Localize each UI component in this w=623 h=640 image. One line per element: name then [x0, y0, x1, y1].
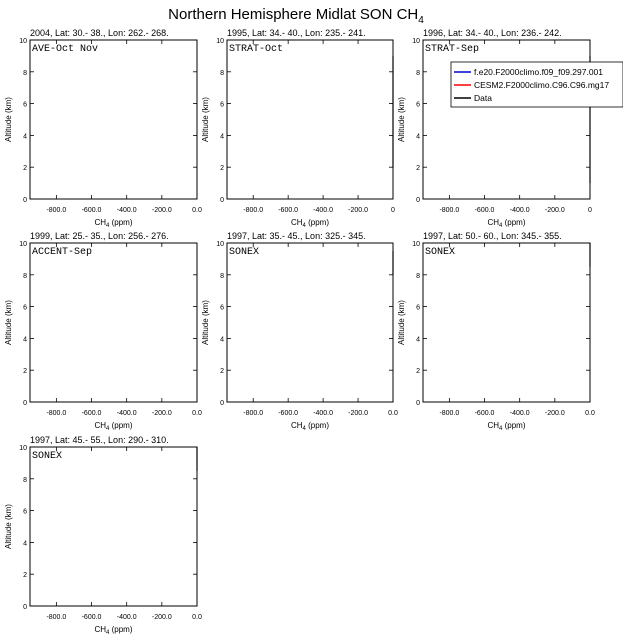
y-tick-label: 4	[416, 336, 420, 344]
y-axis-label: Altitude (km)	[4, 504, 13, 549]
x-axis-label-subscript: 4	[302, 426, 306, 432]
x-tick-label: -400.0	[313, 410, 334, 417]
panel-1	[4, 28, 202, 229]
campaign-label: ACCENT-Sep	[32, 247, 93, 258]
y-tick-label: 10	[412, 241, 420, 248]
campaign-label: AVE-Oct Nov	[32, 44, 99, 55]
x-tick-label: -600.0	[81, 207, 102, 214]
y-tick-label: 10	[216, 38, 224, 45]
campaign-label: SONEX	[32, 451, 63, 462]
x-tick-label: -400.0	[313, 207, 334, 214]
panel-title: 1996, Lat: 34.- 40., Lon: 236.- 242.	[423, 28, 562, 38]
x-tick-label: -600.0	[278, 207, 299, 214]
figure-title-subscript: 4	[418, 15, 424, 26]
y-tick-label: 4	[23, 336, 27, 344]
y-tick-label: 0	[220, 197, 224, 204]
plot-frame	[227, 243, 393, 402]
y-tick-label: 2	[23, 572, 27, 580]
y-tick-label: 6	[23, 508, 27, 516]
x-axis-label-subscript: 4	[106, 426, 110, 432]
x-axis-label	[291, 218, 329, 229]
y-tick-label: 4	[416, 133, 420, 141]
y-tick-label: 2	[416, 368, 420, 376]
y-tick-label: 8	[416, 69, 420, 77]
y-tick-label: 2	[416, 165, 420, 173]
panel-title: 1997, Lat: 45.- 55., Lon: 290.- 310.	[30, 435, 169, 445]
x-tick-label: -400.0	[116, 207, 137, 214]
x-tick-label: -200.0	[151, 614, 172, 621]
y-tick-label: 6	[416, 304, 420, 312]
x-axis-label-main: CH	[94, 218, 107, 227]
x-axis-label-subscript: 4	[106, 223, 110, 229]
figure-title: Northern Hemisphere Midlat SON $CH_4$	[168, 6, 424, 26]
x-tick-label: -600.0	[81, 614, 102, 621]
y-tick-label: 4	[220, 133, 224, 141]
legend-entry-label: CESM2.F2000climo.C96.C96.mg17	[474, 80, 610, 90]
panel-4	[4, 231, 202, 432]
panel-title: 1997, Lat: 35.- 45., Lon: 325.- 345.	[227, 231, 366, 241]
campaign-label: SONEX	[425, 247, 456, 258]
x-tick-label: 0.0	[192, 614, 202, 621]
plot-frame	[30, 243, 197, 402]
x-axis-label-main: CH	[487, 421, 500, 430]
x-axis-label	[291, 421, 329, 432]
x-tick-label: -600.0	[474, 410, 495, 417]
x-axis-label-main: CH	[94, 421, 107, 430]
y-tick-label: 4	[23, 133, 27, 141]
x-tick-label: -200.0	[348, 207, 368, 214]
x-tick-label: 0	[391, 207, 395, 214]
legend-entry-label: Data	[474, 93, 492, 103]
x-tick-label: -200.0	[151, 410, 172, 417]
x-tick-label: -400.0	[116, 410, 137, 417]
x-tick-label: 0.0	[192, 207, 202, 214]
y-axis-label: Altitude (km)	[4, 97, 13, 142]
x-tick-label: -600.0	[474, 207, 495, 214]
x-tick-label: -800.0	[439, 410, 460, 417]
x-tick-label: -600.0	[278, 410, 299, 417]
x-axis-label-units: (ppm)	[502, 421, 526, 430]
x-tick-label: 0	[588, 207, 592, 214]
y-tick-label: 2	[23, 165, 27, 173]
x-axis-label-units: (ppm)	[305, 218, 330, 227]
panel-title: 1999, Lat: 25.- 35., Lon: 256.- 276.	[30, 231, 169, 241]
y-tick-label: 8	[23, 272, 27, 280]
x-tick-label: -800.0	[46, 207, 67, 214]
x-axis-label-subscript: 4	[106, 630, 110, 636]
x-axis-label-main: CH	[94, 625, 107, 634]
y-tick-label: 10	[19, 445, 27, 452]
campaign-label: SONEX	[229, 247, 260, 258]
y-tick-label: 8	[220, 69, 224, 77]
y-tick-label: 8	[23, 476, 27, 484]
y-tick-label: 6	[220, 101, 224, 109]
x-axis-label-subscript: 4	[302, 223, 306, 229]
panel-7	[4, 435, 202, 636]
panel-title: 1995, Lat: 34.- 40., Lon: 235.- 241.	[227, 28, 366, 38]
x-tick-label: -800.0	[46, 410, 67, 417]
panel-5	[201, 231, 398, 432]
y-tick-label: 2	[23, 368, 27, 376]
x-axis-label-main: CH	[487, 218, 500, 227]
panel-title: 1997, Lat: 50.- 60., Lon: 345.- 355.	[423, 231, 562, 241]
plot-frame	[423, 243, 590, 402]
x-tick-label: -400.0	[509, 410, 530, 417]
y-tick-label: 8	[220, 272, 224, 280]
y-tick-label: 8	[416, 272, 420, 280]
x-tick-label: -600.0	[81, 410, 102, 417]
x-tick-label: -200.0	[151, 207, 172, 214]
x-axis-label	[94, 218, 132, 229]
y-tick-label: 6	[220, 304, 224, 312]
x-axis-label	[487, 218, 525, 229]
legend	[451, 62, 623, 107]
y-axis-label: Altitude (km)	[397, 300, 406, 345]
x-tick-label: -800.0	[46, 614, 67, 621]
x-tick-label: -800.0	[243, 410, 264, 417]
y-tick-label: 4	[220, 336, 224, 344]
x-axis-label-units: (ppm)	[109, 218, 133, 227]
y-tick-label: 6	[23, 101, 27, 109]
x-tick-label: -800.0	[243, 207, 264, 214]
x-tick-label: -200.0	[544, 207, 565, 214]
y-tick-label: 6	[416, 101, 420, 109]
y-tick-label: 0	[23, 197, 27, 204]
y-tick-label: 10	[19, 241, 27, 248]
campaign-label: STRAT-Oct	[229, 44, 284, 55]
panel-3	[397, 28, 592, 229]
y-tick-label: 10	[412, 38, 420, 45]
y-tick-label: 2	[220, 165, 224, 173]
x-axis-label-units: (ppm)	[109, 421, 133, 430]
x-tick-label: 0.0	[192, 410, 202, 417]
plot-frame	[30, 40, 197, 199]
x-tick-label: -200.0	[348, 410, 368, 417]
y-tick-label: 10	[19, 38, 27, 45]
y-tick-label: 0	[220, 400, 224, 407]
panel-2	[201, 28, 395, 229]
panel-6	[397, 231, 595, 432]
panel-title: 2004, Lat: 30.- 38., Lon: 262.- 268.	[30, 28, 169, 38]
x-axis-label-units: (ppm)	[109, 625, 133, 634]
y-tick-label: 0	[23, 604, 27, 611]
x-axis-label-subscript: 4	[499, 426, 503, 432]
y-tick-label: 0	[23, 400, 27, 407]
y-axis-label: Altitude (km)	[4, 300, 13, 345]
x-axis-label-main: CH	[290, 218, 303, 227]
y-tick-label: 0	[416, 197, 420, 204]
x-axis-label-units: (ppm)	[502, 218, 526, 227]
legend-entry-label: f.e20.F2000climo.f09_f09.297.001	[474, 67, 604, 77]
y-tick-label: 8	[23, 69, 27, 77]
y-axis-label: Altitude (km)	[201, 97, 210, 142]
x-tick-label: -400.0	[116, 614, 137, 621]
y-tick-label: 2	[220, 368, 224, 376]
panels	[4, 28, 595, 636]
x-axis-label-main: CH	[290, 421, 303, 430]
x-axis-label	[94, 625, 132, 636]
x-tick-label: 0.0	[388, 410, 398, 417]
y-axis-label: Altitude (km)	[397, 97, 406, 142]
x-axis-label	[94, 421, 132, 432]
plot-frame	[227, 40, 393, 199]
x-tick-label: -400.0	[509, 207, 530, 214]
x-tick-label: -800.0	[439, 207, 460, 214]
x-axis-label	[487, 421, 525, 432]
y-tick-label: 0	[416, 400, 420, 407]
y-tick-label: 6	[23, 304, 27, 312]
x-tick-label: 0.0	[585, 410, 595, 417]
campaign-label: STRAT-Sep	[425, 44, 480, 55]
x-axis-label-units: (ppm)	[305, 421, 330, 430]
x-tick-label: -200.0	[544, 410, 565, 417]
y-tick-label: 4	[23, 540, 27, 548]
x-axis-label-subscript: 4	[499, 223, 503, 229]
y-tick-label: 10	[216, 241, 224, 248]
y-axis-label: Altitude (km)	[201, 300, 210, 345]
plot-frame	[30, 447, 197, 606]
